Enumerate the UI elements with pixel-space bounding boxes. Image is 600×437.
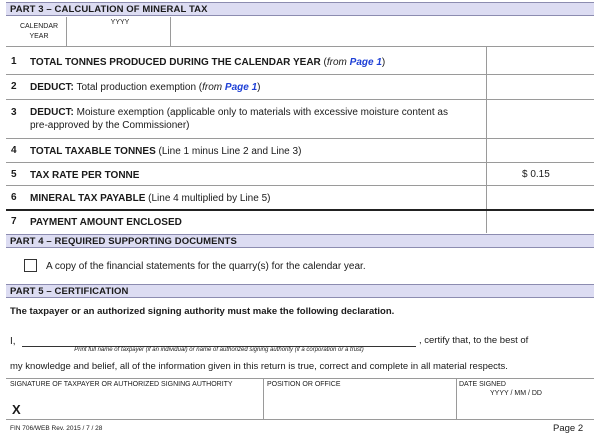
taxpayer-name-field[interactable] [22,332,416,347]
line-3-bold: DEDUCT: [30,107,74,118]
line-5-number: 5 [11,169,17,180]
form-id: FIN 706/WEB Rev. 2015 / 7 / 28 [10,425,103,432]
calendar-year-box-right [170,17,171,46]
rule-after-year [6,46,594,47]
line-2-rest: Total production exemption ( [73,82,203,93]
line-2-value-field[interactable] [488,76,593,98]
part4-header: PART 4 – REQUIRED SUPPORTING DOCUMENTS [6,234,594,248]
rule-line-4 [6,162,594,163]
line-6-number: 6 [11,192,17,203]
line-6-rest: (Line 4 multiplied by Line 5) [145,193,271,204]
line-7-bold: PAYMENT AMOUNT ENCLOSED [30,217,182,228]
position-divider [456,378,457,419]
rule-line-1 [6,74,594,75]
line-3-value-field[interactable] [488,101,593,137]
line-3-rest: Moisture exemption (applicable only to materials with excessive moisture content as [73,107,448,118]
date-signed-field[interactable] [459,398,593,418]
calendar-year-input[interactable] [68,27,170,45]
page-number: Page 2 [553,423,584,434]
line-6-label [30,192,270,205]
yyyy-label: YYYY [110,19,130,26]
line-1-number: 1 [11,56,17,67]
date-signed-label: DATE SIGNED [459,381,506,388]
sign-here-mark: X [12,402,21,417]
line-5-label [30,169,139,182]
line-7-label [30,216,182,229]
position-field[interactable] [266,390,454,418]
line-1-label [30,56,385,69]
line-4-number: 4 [11,145,17,156]
line-2-bold: DEDUCT: [30,82,74,93]
part3-header: PART 3 – CALCULATION OF MINERAL TAX [6,2,594,16]
signature-field[interactable] [8,390,262,418]
line-7-divider [486,211,487,233]
signature-row-top-rule [6,378,594,379]
line-1-rest: ( [320,57,327,68]
line-2-page-link[interactable]: Page 1 [224,82,258,93]
line-1-close: ) [381,57,386,68]
date-format-hint: YYYY / MM / DD [490,390,542,397]
calendar-year-divider [66,17,67,46]
line-1-value-field[interactable] [488,49,593,73]
financial-statements-checkbox[interactable] [24,259,37,272]
line-3-rest-2: pre-approved by the Commissioner) [30,120,190,131]
line-3-label [30,106,480,132]
rule-line-2 [6,99,594,100]
line-2-number: 2 [11,81,17,92]
part5-header: PART 5 – CERTIFICATION [6,284,594,298]
rule-line-5 [6,185,594,186]
knowledge-statement: my knowledge and belief, all of the information given in this return is true, correct and complete in all material respects. [10,361,508,372]
i-label: I, [10,336,16,347]
name-caption: Print full name of taxpayer (if an individual) or name of authorized signing authority (if a corporation or a trust) [74,347,364,353]
signature-divider [263,378,264,419]
line-7-number: 7 [11,216,17,227]
line-3-number: 3 [11,107,17,118]
line-6-bold: MINERAL TAX PAYABLE [30,193,146,204]
line-2-from: from [202,82,225,93]
signature-row-bottom-rule [6,419,594,420]
line-4-bold: TOTAL TAXABLE TONNES [30,146,156,157]
line-7-value-field[interactable] [488,211,593,232]
financial-statements-label: A copy of the financial statements for the quarry(s) for the calendar year. [46,261,366,272]
line-4-label [30,145,301,158]
certification-intro: The taxpayer or an authorized signing authority must make the following declaration. [10,306,395,317]
calendar-year-label: CALENDAR YEAR [19,23,59,40]
rule-line-3 [6,138,594,139]
line-5-value: $ 0.15 [522,169,550,180]
line-1-bold: TOTAL TONNES PRODUCED DURING THE CALENDAR YEAR [30,57,321,68]
line-4-rest: (Line 1 minus Line 2 and Line 3) [155,146,302,157]
line-5-bold: TAX RATE PER TONNE [30,170,140,181]
line-1-page-link[interactable]: Page 1 [349,57,382,68]
line-2-label [30,81,261,94]
certify-text: , certify that, to the best of [419,335,529,346]
line-2-close: ) [257,82,261,93]
line-6-value-field[interactable] [488,187,593,208]
line-4-value-field[interactable] [488,140,593,161]
line-1-from: from [326,57,350,68]
position-label: POSITION OR OFFICE [267,381,341,388]
signature-label: SIGNATURE OF TAXPAYER OR AUTHORIZED SIGNING AUTHORITY [10,381,233,388]
